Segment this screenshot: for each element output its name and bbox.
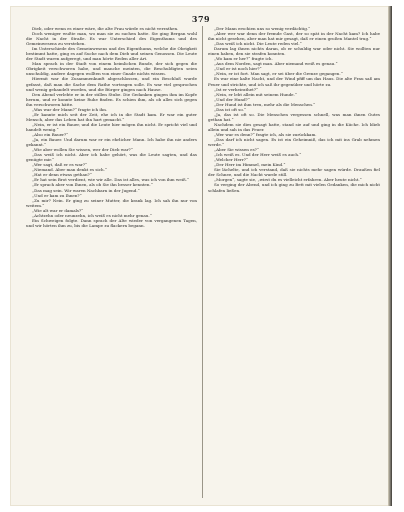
paragraph: „Ja, ein Bauer. Und darum war er ein ehrlicher Mann. Ich habe ihn nie anders gekannt.“ [26, 137, 197, 148]
paragraph: Im Unterschiede des Gemeinwesens und des Eigenthums, welche die Obrigkeit bestimmt hatte, ging es auf Suche nach dem Dieb und seinen Genossen. Die Leute der Stadt waren aufgeregt, und man hörte Reden aller Art. [26, 46, 197, 62]
paragraph: Doch weniger wußte man, wo man sie zu suchen hatte. Sie ging Bergan wohl die Nacht in der Straße. Es war Unterschied des Eigenthums und des Gemeinwesens zu verstehen. [26, 31, 197, 47]
paragraph: Den Abend verlebte er in der stillen Stube. Die Gedanken gingen ihm im Kopfe herum, und er konnte keine Ruhe finden. Es schien ihm, als ob alles sich gegen ihn verschworen hätte. [26, 91, 197, 107]
paragraph: „Wo kam er her?“ fragte ich. [214, 56, 273, 62]
paragraph: „Nein, er lebt allein mit seinem Hunde.“ [214, 91, 297, 97]
paragraph: „Achtzehn oder neunzehn, ich weiß es nicht mehr genau.“ [32, 212, 152, 218]
paragraph: „Das weiß ich nicht. Aber ich habe gehört, was die Leute sagten, und das genügte mir.“ [26, 152, 197, 163]
paragraph: „Wie aber wollen Sie wissen, wer der Dieb war?“ [32, 147, 133, 153]
paragraph: „Er hat sein Brot verdient, wie wir alle. Das ist alles, was ich von ihm weiß.“ [32, 177, 190, 183]
paragraph: Es war eine kalte Nacht, und der Wind pfiff um das Haus. Die alte Frau saß am Feuer und strickte, und ich saß ihr gegenüber und hörte zu. [208, 76, 380, 87]
page-edge-shadow [388, 6, 392, 506]
right-text-column [208, 26, 380, 498]
paragraph: „Zu mir? Nein. Er ging zu seiner Mutter, die krank lag. Ich sah ihn nur von weitem.“ [26, 197, 197, 208]
paragraph: Sie lächelte, und ich verstand, daß sie nichts mehr sagen würde. Draußen fiel der Schnee, und die Nacht wurde still. [208, 167, 380, 178]
paragraph: Hiermit war die Zusammenkunft abgeschlossen, und ein Beschluß wurde gefasst, daß man die Sache dem Rathe vortragen solle. Es war viel gesprochen und wenig gehandelt worden, und die Bürger gingen nach Hause. [26, 76, 197, 92]
page-number: 379 [191, 14, 211, 24]
paragraph: „Ja, das ist oft so. Die Menschen vergessen schnell, was man ihnen Gutes gethan hat.“ [208, 111, 380, 122]
paragraph: Man sprach in der Stadt von einem heimlichen Bunde, der sich gegen die Obrigkeit verschworen habe, und manche meinten, die Beschuldigten seien unschuldig, andere dagegen wollten von einer Gnade nichts wissen. [26, 61, 197, 77]
paragraph: „Und der Hund?“ [214, 96, 250, 102]
paragraph: „Niemand. Aber man denkt es sich.“ [32, 167, 107, 173]
paragraph: „Und er kam zu Ihnen?“ [32, 192, 82, 198]
paragraph: „Der Herr im Himmel, mein Kind.“ [214, 162, 286, 168]
paragraph: „Er sprach aber von Ihnen, als ob Sie ihn besser kennten.“ [32, 182, 153, 188]
paragraph: „Wie alt war er damals?“ [32, 207, 84, 213]
document-page [10, 6, 392, 506]
paragraph: Ein Schweigen folgte. Dann sprach der Alte wieder von vergangenen Tagen, und wir hörten ihm zu, bis die Lampe zu flackern begann. [26, 217, 197, 228]
paragraph: „Ist er verheirathet?“ [214, 86, 259, 92]
paragraph: Nachdem sie dies gesagt hatte, stand sie auf und ging in die Küche. Ich blieb allein und sah in das Feuer. [208, 121, 380, 132]
paragraph: „Aus dem Norden, sagt man. Aber niemand weiß es genau.“ [214, 61, 338, 67]
paragraph: Darum lag ihnen nichts daran, ob er schuldig war oder nicht. Sie wollten nur einen haben, den sie strafen konnten. [208, 46, 380, 57]
paragraph: „Das darf ich nicht sagen. Es ist ein Geheimniß, das ich mit ins Grab nehmen werde.“ [208, 137, 380, 148]
paragraph: „Nein, er ist ein Bauer, und die Leute hier mögen ihn nicht. Er spricht viel und handelt wenig.“ [26, 121, 197, 132]
paragraph: „Nein, er ist fort. Man sagt, er sei über die Grenze gegangen.“ [214, 71, 343, 77]
paragraph: „Wer sagt, daß er es war?“ [32, 162, 88, 168]
paragraph: „Aber Sie wissen es?“ [214, 147, 259, 153]
paragraph: „Morgen“, sagte sie, „wirst du es vielleicht erfahren. Aber heute nicht.“ [214, 177, 362, 183]
paragraph: „Also ein Bauer?“ [32, 131, 69, 137]
paragraph: Dieb, oder wenn es einer wäre, die alte Frau würde es nicht verrathen. [32, 26, 179, 31]
paragraph: „Das weiß ich nicht. Die Leute reden viel.“ [214, 41, 302, 47]
left-text-column [26, 26, 197, 498]
paragraph: „Ich weiß es. Und der Herr weiß es auch.“ [214, 152, 302, 158]
paragraph: „Und er ist noch hier?“ [214, 66, 262, 72]
paragraph: „Was war der Mann?“ fragte ich ihn. [32, 106, 108, 112]
paragraph: „Hat er denn etwas gethan?“ [32, 172, 92, 178]
paragraph: „Welcher Herr?“ [214, 157, 248, 163]
paragraph: „Der Mann erschien uns so wenig verdächtig.“ [214, 26, 311, 31]
paragraph: So verging der Abend, und ich ging zu Bett mit vielen Gedanken, die mich nicht schlafen ließen. [208, 182, 380, 193]
column-divider [202, 26, 203, 498]
paragraph: „Er kannte mich seit der Zeit, ehe ich in die Stadt kam. Er war ein guter Mensch, aber das Leben hat ihn hart gemacht.“ [26, 111, 197, 122]
paragraph: „Der Hund ist ihm treu, mehr als die Menschen.“ [214, 101, 316, 107]
paragraph: „Wer war es denn?“ fragte ich, als sie zurückkam. [214, 131, 317, 137]
paragraph: „Das mag sein. Wir waren Nachbarn in der Jugend.“ [32, 187, 140, 193]
paragraph: „Das ist oft so.“ [214, 106, 247, 112]
paragraph: „Aber wer war denn der fremde Gast, der so spät in der Nacht kam? Ich habe ihn nicht gesehen, aber man hat mir gesagt, daß er einen großen Mantel trug.“ [208, 31, 380, 42]
